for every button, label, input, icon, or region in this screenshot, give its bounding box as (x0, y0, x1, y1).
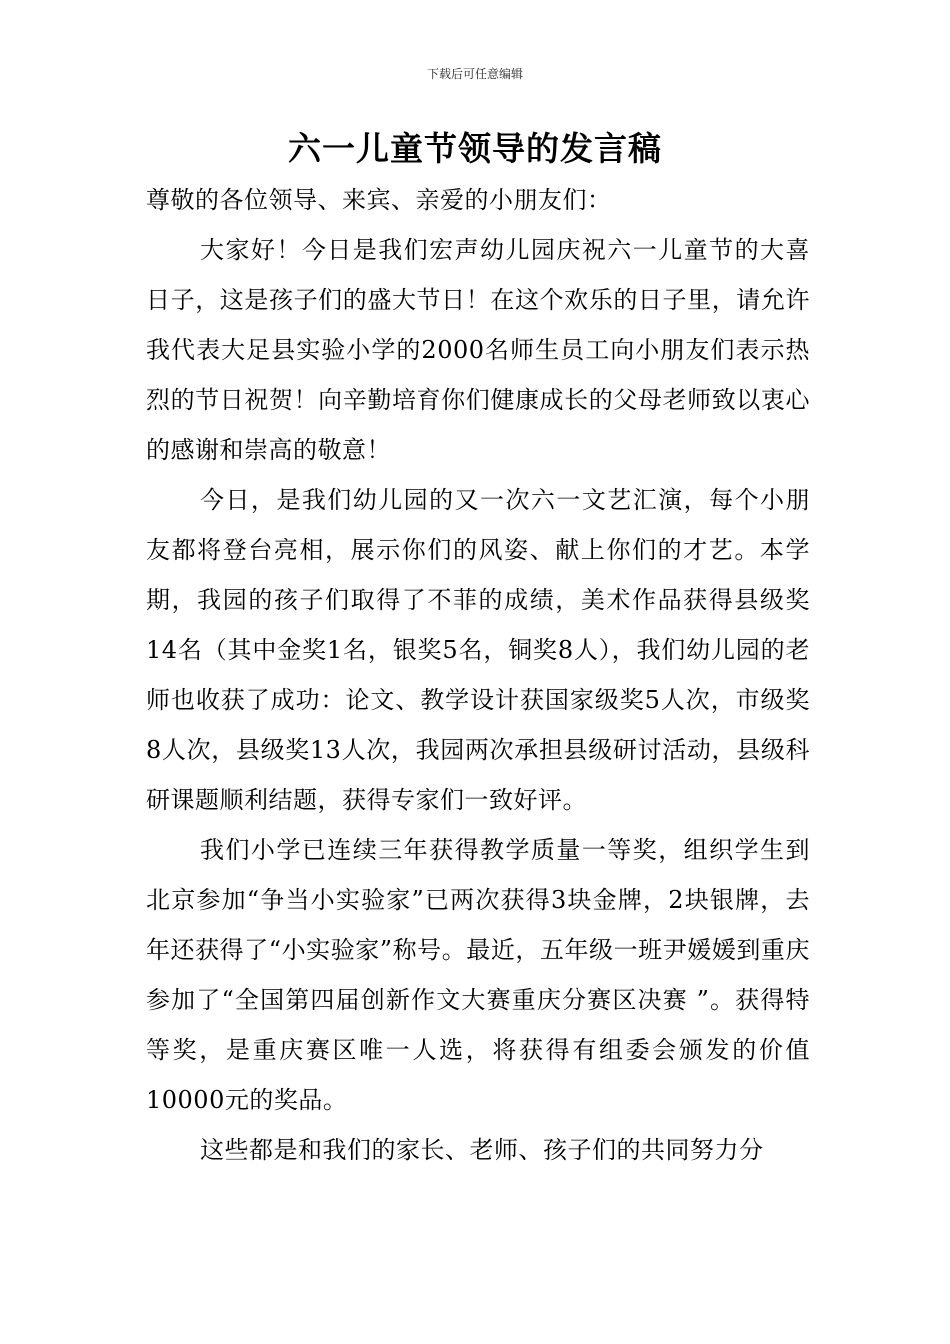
paragraph-1: 大家好！今日是我们宏声幼儿园庆祝六一儿童节的大喜日子，这是孩子们的盛大节日！在这个欢乐的日子里，请允许我代表大足县实验小学的2000名师生员工向小朋友们表示热烈的节日祝贺！向辛勤培育你们健康成长的父母老师致以衷心的感谢和崇高的敬意！ (146, 236, 810, 464)
document-body (146, 175, 810, 1175)
paragraph-3: 我们小学已连续三年获得教学质量一等奖，组织学生到北京参加“争当小实验家”已两次获得3块金牌，2块银牌，去年还获得了“小实验家”称号。最近，五年级一班尹媛媛到重庆参加了“全国第四届创新作文大赛重庆分赛区决赛 ”。获得特等奖，是重庆赛区唯一人选，将获得有组委会颁发的价值10000元的奖品。 (146, 836, 810, 1114)
paragraph-2: 今日，是我们幼儿园的又一次六一文艺汇演，每个小朋友都将登台亮相，展示你们的风姿、献上你们的才艺。本学期，我园的孩子们取得了不菲的成绩，美术作品获得县级奖14名（其中金奖1名，银奖5名，铜奖8人），我们幼儿园的老师也收获了成功：论文、教学设计获国家级奖5人次，市级奖8人次，县级奖13人次，我园两次承担县级研讨活动，县级科研课题顺利结题，获得专家们一致好评。 (146, 486, 810, 814)
document-title: 六一儿童节领导的发言稿 (288, 129, 662, 168)
salutation: 尊敬的各位领导、来宾、亲爱的小朋友们： (146, 186, 612, 214)
page-header-note: 下载后可任意编辑 (426, 67, 523, 81)
paragraph-4: 这些都是和我们的家长、老师、孩子们的共同努力分 (200, 1136, 764, 1164)
